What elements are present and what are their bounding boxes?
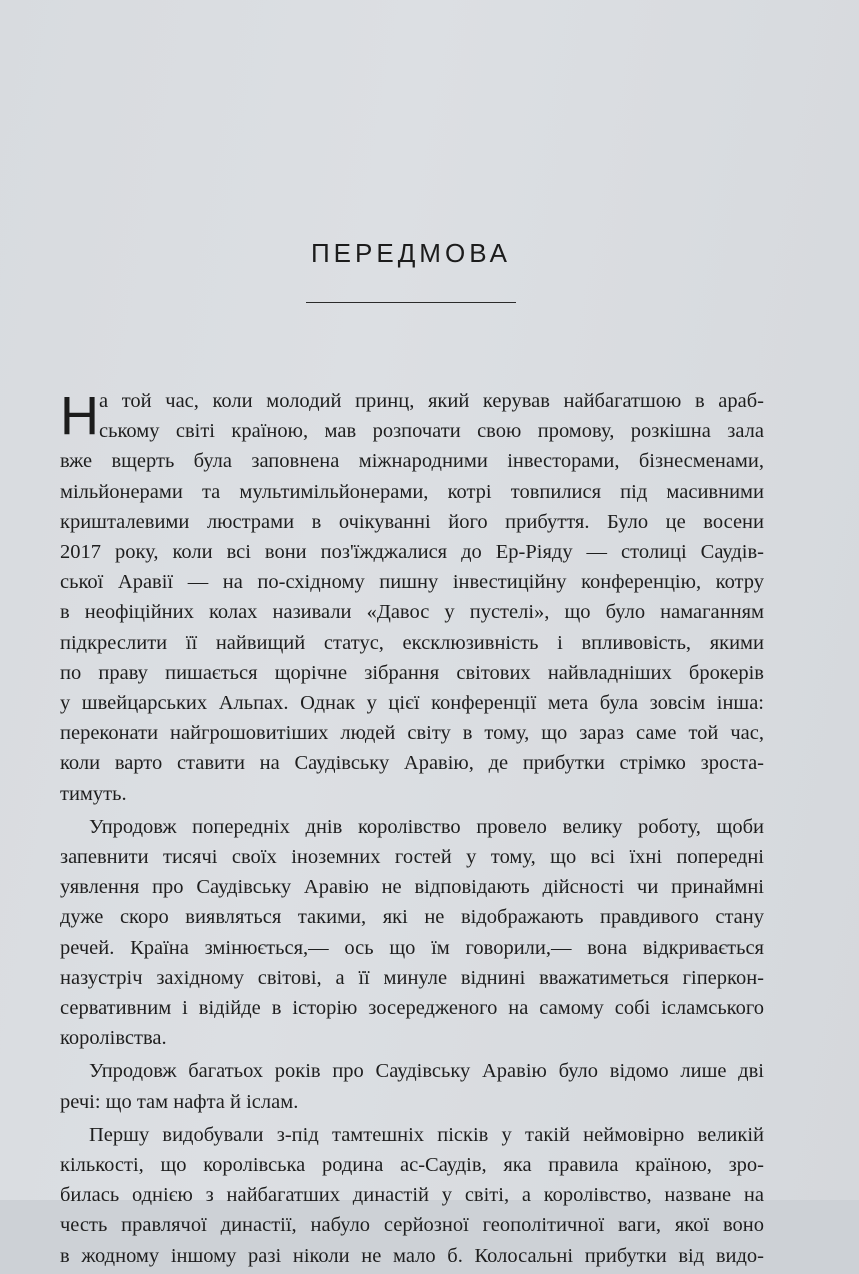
text-line: ському світі країною, мав розпочати свою промову, розкішна зала <box>99 420 764 443</box>
text-line: сервативним і відійде в історію зосередженого на самому собі ісламського <box>60 997 764 1020</box>
chapter-title: ПЕРЕДМОВА <box>310 238 512 268</box>
drop-cap: Н <box>60 386 99 446</box>
text-line: речі: що там нафта й іслам. <box>60 1090 299 1113</box>
title-underline <box>306 302 516 303</box>
text-line: билась однією з найбагатших династій у світі, а королівство, назване на <box>60 1184 764 1207</box>
text-line: кришталевими люстрами в очікуванні його прибуття. Було це восени <box>60 510 764 533</box>
text-line: у швейцарських Альпах. Однак у цієї конференції мета була зовсім інша: <box>60 692 764 715</box>
text-line: переконати найгрошовитіших людей світу в тому, що зараз саме той час, <box>60 722 764 745</box>
text-line: в неофіційних колах називали «Давос у пустелі», що було намаганням <box>60 601 764 624</box>
text-line: запевнити тисячі своїх іноземних гостей у тому, що всі їхні попередні <box>60 846 764 869</box>
text-line: назустріч західному світові, а її минуле віднині вважатиметься гіперкон- <box>60 966 764 989</box>
text-line: в жодному іншому разі ніколи не мало б. Колосальні прибутки від видо- <box>60 1244 764 1267</box>
text-line: уявлення про Саудівську Аравію не відповідають дійсності чи принаймні <box>60 876 764 899</box>
text-line: Упродовж попередніх днів королівство провело велику роботу, щоби <box>89 815 764 838</box>
text-line: королівства. <box>60 1027 167 1050</box>
paragraph-2 <box>60 812 764 1054</box>
text-line: по праву пишається щорічне зібрання світових найвладніших брокерів <box>60 661 764 684</box>
text-line: коли варто ставити на Саудівську Аравію, де прибутки стрімко зроста- <box>60 752 764 775</box>
paragraph-3 <box>60 1056 764 1116</box>
body-text <box>60 386 764 1274</box>
text-line: а той час, коли молодий принц, який керував найбагатшою в араб- <box>99 390 764 412</box>
text-line: Першу видобували з-під тамтешніх пісків у такій неймовірно великій <box>89 1123 764 1146</box>
text-line: кількості, що королівська родина ас-Саудів, яка правила країною, зро- <box>60 1154 764 1177</box>
text-line: дуже скоро виявляться такими, які не відображають правдивого стану <box>60 906 764 929</box>
text-line: 2017 року, коли всі вони поз'їжджалися до Ер-Ріяду — столиці Саудів- <box>60 541 764 564</box>
paragraph-4 <box>60 1120 764 1271</box>
text-line: підкреслити її найвищий статус, ексклюзивність і впливовість, якими <box>60 631 764 654</box>
text-line: Упродовж багатьох років про Саудівську Аравію було відомо лише дві <box>89 1060 764 1083</box>
text-line: вже вщерть була заповнена міжнародними інвесторами, бізнесменами, <box>60 450 764 473</box>
text-line: тимуть. <box>60 782 127 805</box>
text-line: честь правлячої династії, набуло серйозної геополітичної ваги, якої воно <box>60 1214 764 1237</box>
text-line: ської Аравії — на по-східному пишну інвестиційну конференцію, котру <box>60 571 764 594</box>
paragraph-1 <box>60 386 764 809</box>
text-line: речей. Країна змінюється,— ось що їм говорили,— вона відкривається <box>60 936 764 959</box>
text-line: мільйонерами та мультимільйонерами, котрі товпилися під масивними <box>60 480 764 503</box>
